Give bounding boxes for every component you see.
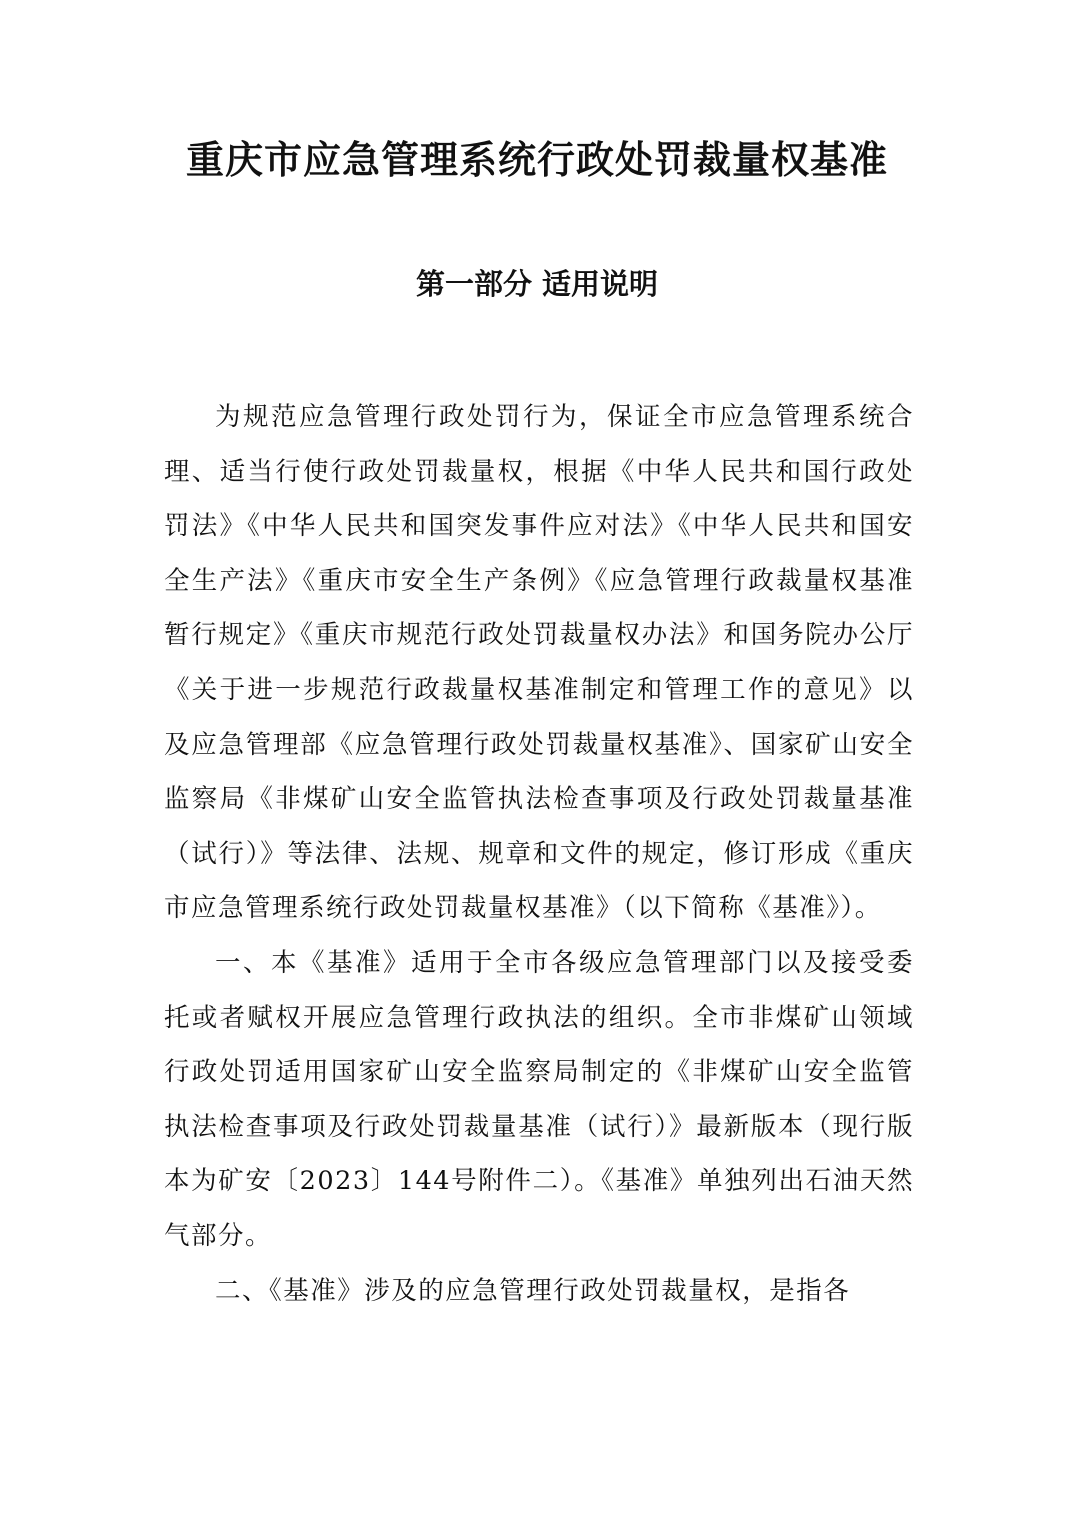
paragraph-scope: 一、本《基准》适用于全市各级应急管理部门以及接受委托或者赋权开展应急管理行政执法的组织。全市非煤矿山领域行政处罚适用国家矿山安全监察局制定的《非煤矿山安全监管执法检查事项及行政处罚裁量基准（试行）》最新版本（现行版本为矿安〔2023〕144号附件二）。《基准》单独列出石油天然气部分。 [164, 947, 914, 1251]
paragraph-definition: 二、《基准》涉及的应急管理行政处罚裁量权，是指各 [215, 1275, 851, 1306]
document-title: 重庆市应急管理系统行政处罚裁量权基准 [185, 137, 888, 182]
document-body [164, 390, 914, 1318]
section-heading: 第一部分 适用说明 [415, 267, 659, 301]
paragraph-intro: 为规范应急管理行政处罚行为，保证全市应急管理系统合理、适当行使行政处罚裁量权，根据《中华人民共和国行政处罚法》《中华人民共和国突发事件应对法》《中华人民共和国安全生产法》《重庆市安全生产条例》《应急管理行政裁量权基准暂行规定》《重庆市规范行政处罚裁量权办法》和国务院办公厅《关于进一步规范行政裁量权基准制定和管理工作的意见》以及应急管理部《应急管理行政处罚裁量权基准》、国家矿山安全监察局《非煤矿山安全监管执法检查事项及行政处罚裁量基准（试行）》等法律、法规、规章和文件的规定，修订形成《重庆市应急管理系统行政处罚裁量权基准》（以下简称《基准》）。 [164, 402, 914, 924]
